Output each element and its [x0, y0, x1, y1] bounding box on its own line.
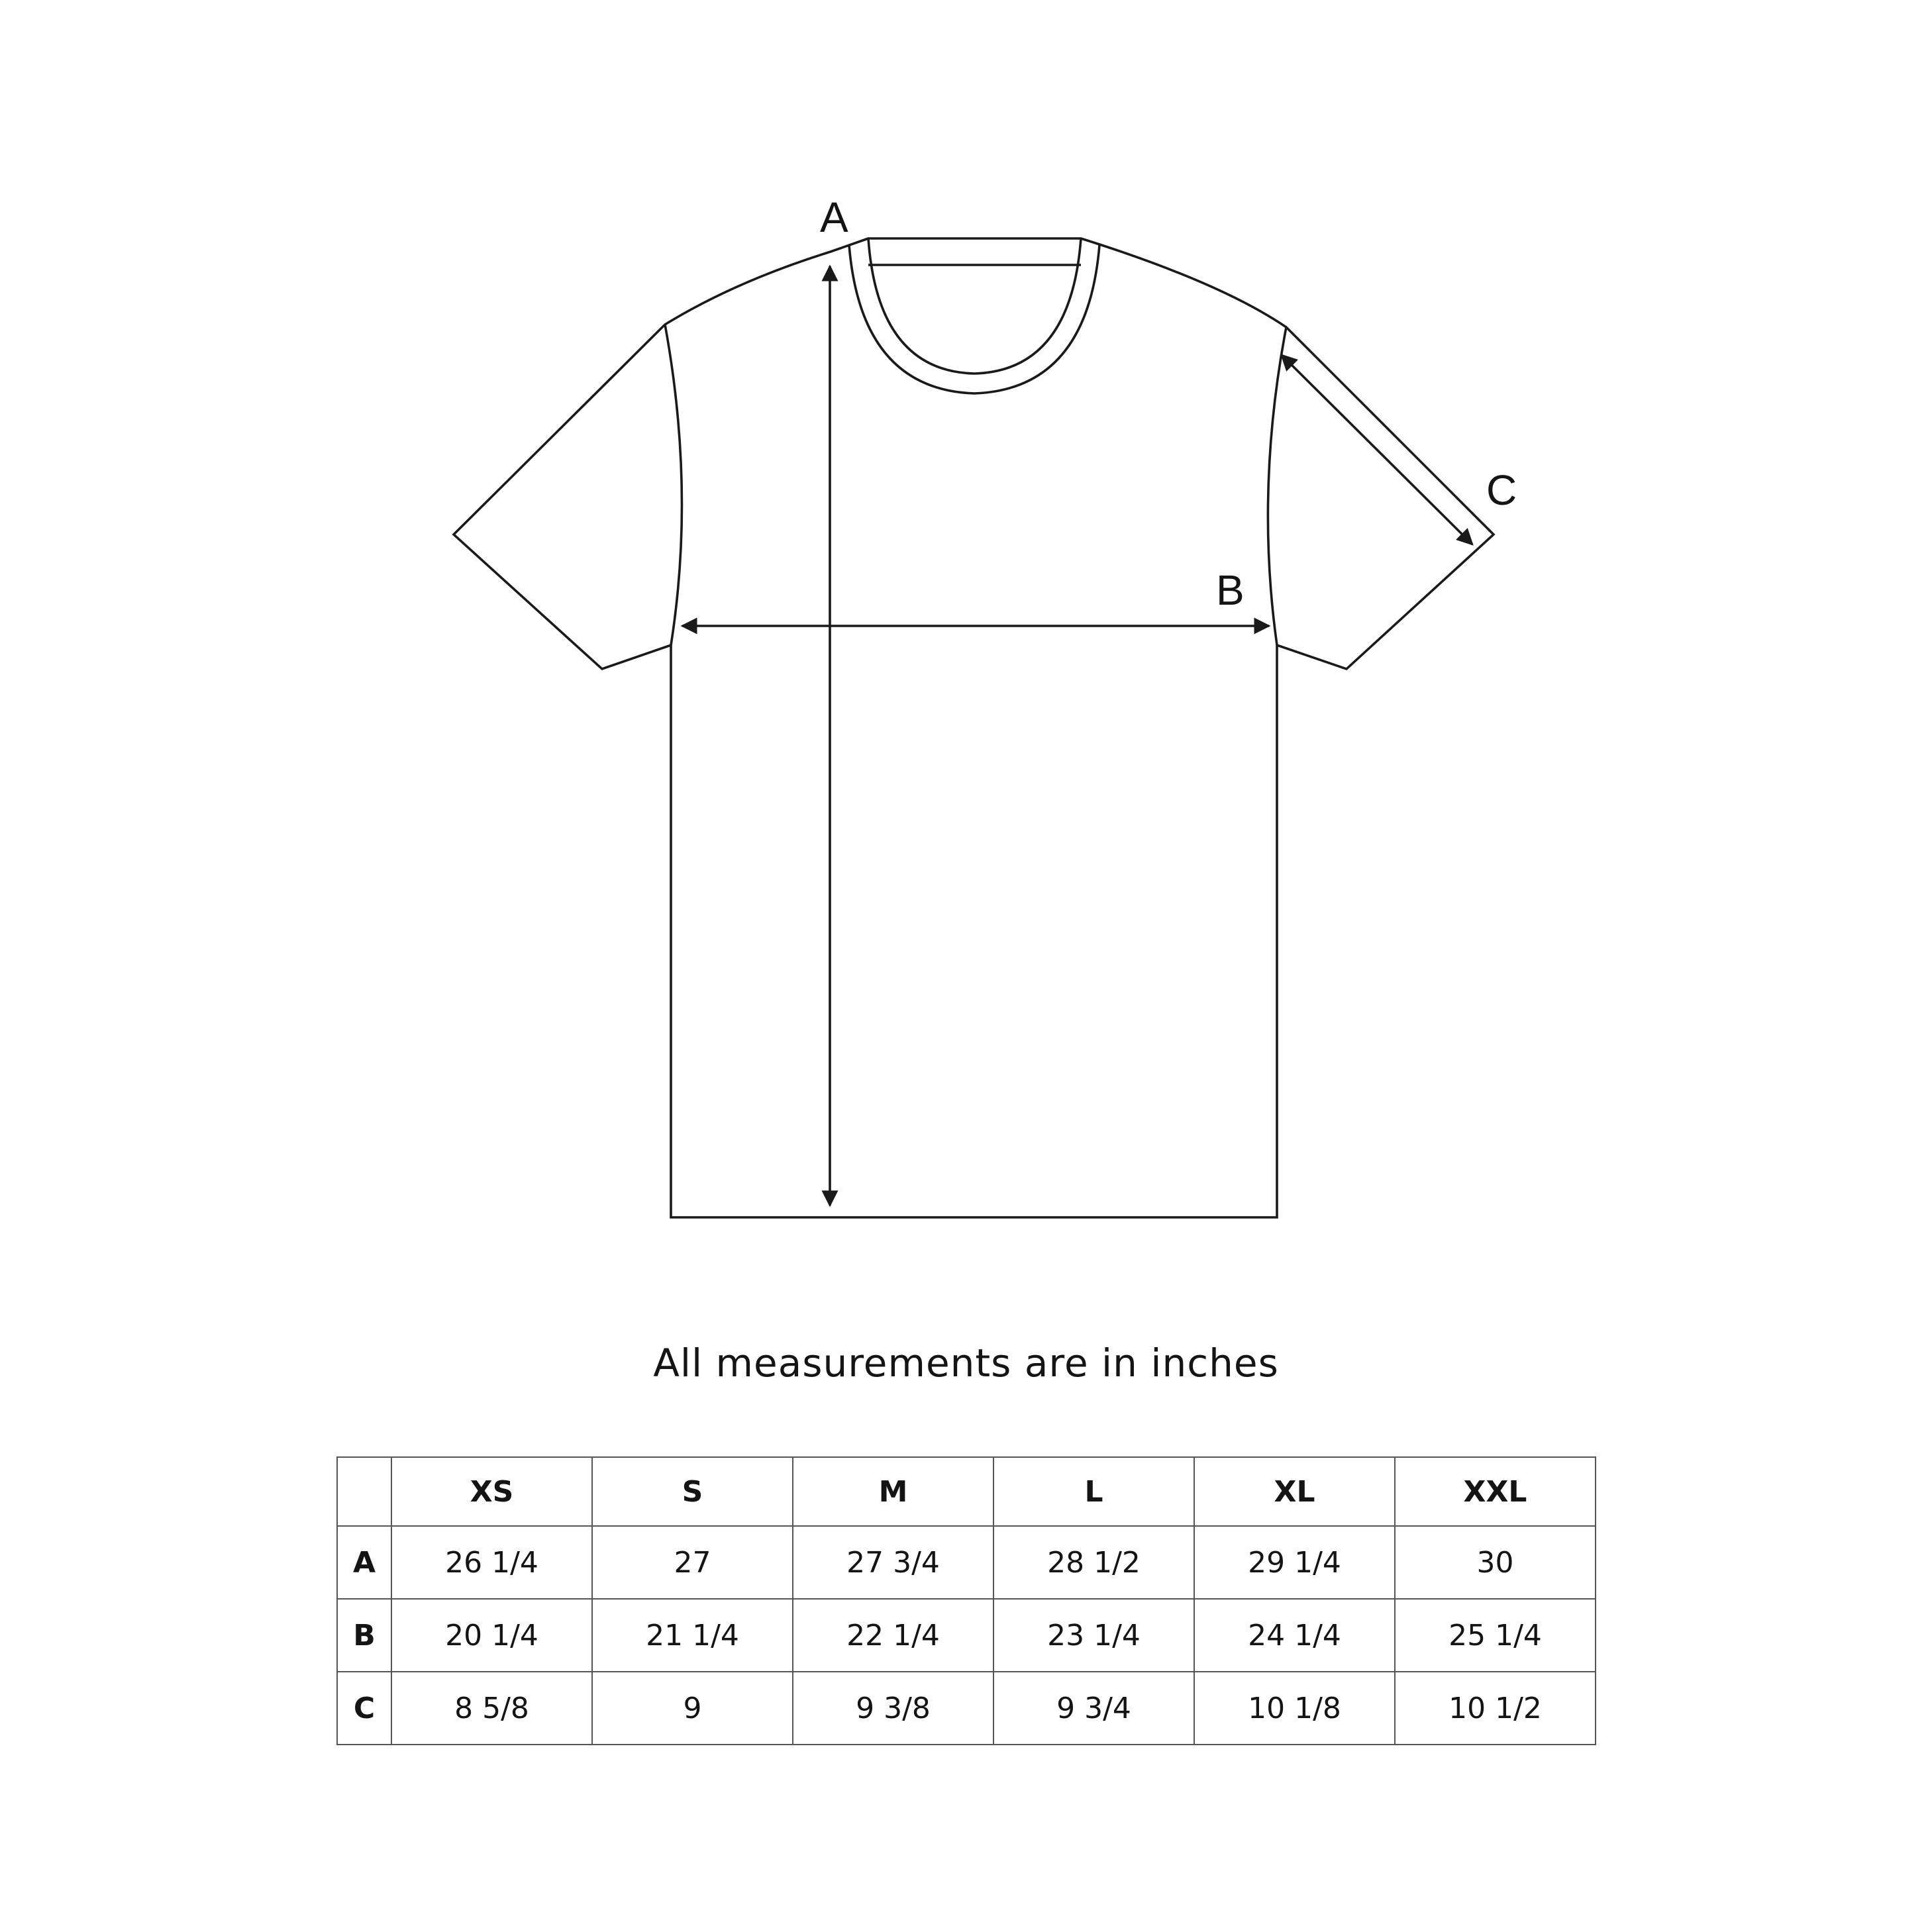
table-cell: 29 1/4 [1194, 1526, 1395, 1599]
table-cell: 10 1/2 [1395, 1672, 1596, 1745]
size-header-row [337, 1457, 1596, 1526]
measure-c-label: C [1486, 466, 1517, 514]
collar-inner [868, 238, 1081, 374]
measurement-caption: All measurements are in inches [653, 1341, 1279, 1386]
table-cell: 8 5/8 [391, 1672, 592, 1745]
size-header-xs: XS [391, 1457, 592, 1526]
measure-a-label: A [820, 193, 848, 241]
table-cell: 23 1/4 [993, 1599, 1194, 1672]
measure-c-arrow [1282, 355, 1472, 544]
size-header-xl: XL [1194, 1457, 1395, 1526]
table-cell: 26 1/4 [391, 1526, 592, 1599]
table-cell: 27 [592, 1526, 793, 1599]
table-cell: 25 1/4 [1395, 1599, 1596, 1672]
row-label-c: C [337, 1672, 391, 1745]
measure-c [1282, 355, 1517, 544]
table-cell: 24 1/4 [1194, 1599, 1395, 1672]
size-chart-table [336, 1456, 1596, 1745]
tshirt-body-outline [454, 238, 1494, 1217]
left-armhole-seam [665, 325, 682, 645]
table-row [337, 1526, 1596, 1599]
measure-b-label: B [1216, 566, 1245, 614]
size-header-m: M [793, 1457, 993, 1526]
table-cell: 9 [592, 1672, 793, 1745]
table-cell: 22 1/4 [793, 1599, 993, 1672]
row-label-b: B [337, 1599, 391, 1672]
table-row [337, 1599, 1596, 1672]
size-header-xxl: XXL [1395, 1457, 1596, 1526]
table-cell: 9 3/8 [793, 1672, 993, 1745]
size-header-l: L [993, 1457, 1194, 1526]
right-armhole-seam [1268, 327, 1286, 645]
table-cell: 30 [1395, 1526, 1596, 1599]
table-cell: 9 3/4 [993, 1672, 1194, 1745]
table-cell: 27 3/4 [793, 1526, 993, 1599]
tshirt-outline [454, 238, 1494, 1217]
table-cell: 20 1/4 [391, 1599, 592, 1672]
table-row [337, 1672, 1596, 1745]
table-cell: 28 1/2 [993, 1526, 1194, 1599]
row-label-a: A [337, 1526, 391, 1599]
table-corner-cell [337, 1457, 391, 1526]
size-header-s: S [592, 1457, 793, 1526]
table-cell: 21 1/4 [592, 1599, 793, 1672]
table-cell: 10 1/8 [1194, 1672, 1395, 1745]
measure-a [820, 193, 848, 1205]
measure-b [682, 566, 1269, 626]
